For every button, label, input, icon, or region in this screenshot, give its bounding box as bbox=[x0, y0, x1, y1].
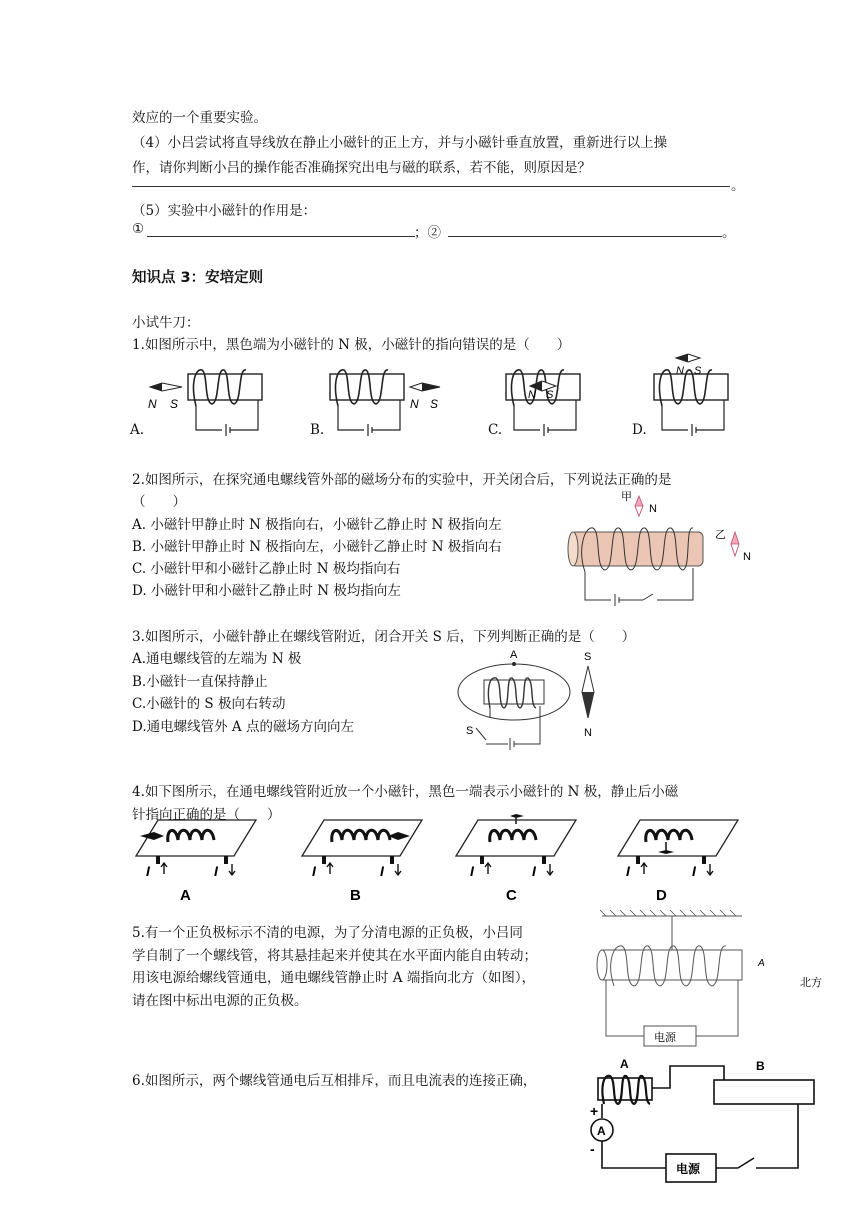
q1b-n-label: N bbox=[410, 397, 419, 411]
q2-stem-2: （ ） bbox=[132, 494, 186, 510]
q1-stem: 1.如图所示中，黑色端为小磁针的 N 极，小磁针的指向错误的是（ ） bbox=[132, 337, 571, 353]
text-line-3-end: 。 bbox=[731, 178, 745, 194]
q1b-s-label: S bbox=[430, 397, 439, 411]
section-heading: 知识点 3：安培定则 bbox=[132, 270, 264, 286]
q1-label-b: B. bbox=[310, 422, 325, 438]
q4-figure-a bbox=[130, 818, 260, 904]
q4-figure-c bbox=[450, 812, 580, 904]
q1a-n-label: N bbox=[148, 397, 157, 411]
q1d-s-label: S bbox=[694, 365, 702, 377]
q3-option-b[interactable]: B.小磁针一直保持静止 bbox=[132, 674, 268, 690]
q2-n-label-1: N bbox=[649, 503, 657, 515]
q4c-i-label-1: I bbox=[470, 863, 474, 879]
q6-figure bbox=[586, 1056, 826, 1188]
blank-end: 。 bbox=[722, 225, 736, 241]
q4-figure-b bbox=[296, 818, 426, 904]
q4c-i-label-2: I bbox=[532, 863, 536, 879]
text-line-3: 作，请你判断小吕的操作能否准确探究出电与磁的联系，若不能，则原因是？ bbox=[132, 160, 591, 176]
q3-a-label: A bbox=[510, 649, 518, 661]
q4b-i-label-2: I bbox=[380, 863, 384, 879]
text-line-2: （4）小吕尝试将直导线放在静止小磁针的正上方，并与小磁针垂直放置，重新进行以上操 bbox=[132, 135, 668, 151]
text-line-1: 效应的一个重要实验。 bbox=[132, 110, 267, 126]
q2-option-a[interactable]: A. 小磁针甲静止时 N 极指向右，小磁针乙静止时 N 极指向左 bbox=[132, 517, 502, 533]
answer-blank-5-1[interactable] bbox=[147, 236, 415, 237]
blank-label-1: ① bbox=[132, 221, 145, 237]
q1-option-b[interactable] bbox=[310, 362, 460, 442]
q4-label-b: B bbox=[350, 887, 361, 904]
q6-plus-label: + bbox=[590, 1103, 599, 1119]
q1c-n-label: N bbox=[528, 389, 536, 401]
q4-figure-d bbox=[612, 818, 742, 904]
q2-stem-1: 2.如图所示，在探究通电螺线管外部的磁场分布的实验中，开关闭合后，下列说法正确的是 bbox=[132, 472, 672, 488]
q5-north-label: 北方 bbox=[800, 977, 822, 989]
answer-blank-5-2[interactable] bbox=[448, 236, 722, 237]
q4-stem-1: 4.如下图所示，在通电螺线管附近放一个小磁针，黑色一端表示小磁针的 N 极，静止后小磁 bbox=[132, 784, 679, 800]
q5-line-1: 5.有一个正负极标示不清的电源，为了分清电源的正负极，小吕同 bbox=[132, 925, 523, 941]
q4-option-d[interactable] bbox=[612, 818, 742, 904]
q3-stem: 3.如图所示，小磁针静止在螺线管附近，闭合开关 S 后，下列判断正确的是（ ） bbox=[132, 629, 636, 645]
q1d-n-label: N bbox=[676, 365, 684, 377]
q5-line-4: 请在图中标出电源的正负极。 bbox=[132, 993, 308, 1009]
text-line-4: （5）实验中小磁针的作用是： bbox=[132, 203, 317, 219]
q1-label-a: A. bbox=[130, 422, 145, 438]
q4-stem-2: 针指向正确的是（ ） bbox=[132, 807, 281, 823]
q5-a-label: A bbox=[758, 958, 765, 969]
q1-figure-c bbox=[488, 362, 608, 442]
q6-b-label: B bbox=[756, 1059, 765, 1073]
q4-label-a: A bbox=[180, 887, 191, 904]
q4a-i-label-1: I bbox=[146, 863, 150, 879]
q1-label-c: C. bbox=[488, 422, 503, 438]
q2-option-d[interactable]: D. 小磁针甲和小磁针乙静止时 N 极均指向左 bbox=[132, 583, 401, 599]
q4d-i-label-1: I bbox=[626, 863, 630, 879]
q1-option-a[interactable] bbox=[130, 362, 270, 442]
q5-power-label: 电源 bbox=[654, 1032, 676, 1044]
q6-minus-label: - bbox=[590, 1141, 595, 1157]
q4-label-d: D bbox=[656, 887, 667, 904]
q3-s-needle-label: S bbox=[584, 651, 592, 663]
q3-n-needle-label: N bbox=[584, 727, 592, 739]
q3-option-c[interactable]: C.小磁针的 S 极向右转动 bbox=[132, 696, 286, 712]
answer-blank-4[interactable] bbox=[132, 186, 730, 187]
blank-label-2: ；② bbox=[414, 225, 441, 241]
q4a-i-label-2: I bbox=[214, 863, 218, 879]
q2-yi-label: 乙 bbox=[715, 529, 726, 541]
q2-n-label-2: N bbox=[743, 551, 751, 563]
q2-figure bbox=[565, 488, 765, 608]
q6-power-label: 电源 bbox=[676, 1162, 701, 1176]
q2-jia-label: 甲 bbox=[621, 491, 632, 503]
q6-ammeter-label: A bbox=[597, 1124, 606, 1138]
q3-option-d[interactable]: D.通电螺线管外 A 点的磁场方向向左 bbox=[132, 719, 354, 735]
q1-figure-a bbox=[130, 362, 270, 442]
warmup-label: 小试牛刀： bbox=[132, 315, 200, 331]
q1-figure-d bbox=[632, 350, 752, 442]
q5-line-3: 用该电源给螺线管通电，通电螺线管静止时 A 端指向北方（如图）， bbox=[132, 970, 536, 986]
q1-option-d[interactable] bbox=[632, 350, 752, 442]
q1a-s-label: S bbox=[170, 397, 179, 411]
q2-option-c[interactable]: C. 小磁针甲和小磁针乙静止时 N 极均指向右 bbox=[132, 561, 401, 577]
q4d-i-label-2: I bbox=[692, 863, 696, 879]
q3-s-switch-label: S bbox=[466, 725, 474, 737]
q4-option-c[interactable] bbox=[450, 812, 580, 904]
q5-figure bbox=[592, 910, 842, 1046]
q1c-s-label: S bbox=[546, 389, 554, 401]
q6-stem: 6.如图所示，两个螺线管通电后互相排斥，而且电流表的连接正确， bbox=[132, 1073, 537, 1089]
q4-option-b[interactable] bbox=[296, 818, 426, 904]
q4b-i-label-1: I bbox=[312, 863, 316, 879]
q5-line-2: 学自制了一个螺线管，将其悬挂起来并使其在水平面内能自由转动； bbox=[132, 948, 537, 964]
q2-option-b[interactable]: B. 小磁针甲静止时 N 极指向左，小磁针乙静止时 N 极指向右 bbox=[132, 539, 502, 555]
q3-option-a[interactable]: A.通电螺线管的左端为 N 极 bbox=[132, 651, 302, 667]
q1-option-c[interactable] bbox=[488, 362, 608, 442]
q1-label-d: D. bbox=[632, 422, 647, 438]
q4-option-a[interactable] bbox=[130, 818, 260, 904]
q1-figure-b bbox=[310, 362, 460, 442]
q6-a-label: A bbox=[620, 1057, 629, 1071]
q3-figure bbox=[452, 648, 612, 752]
q4-label-c: C bbox=[506, 887, 517, 904]
